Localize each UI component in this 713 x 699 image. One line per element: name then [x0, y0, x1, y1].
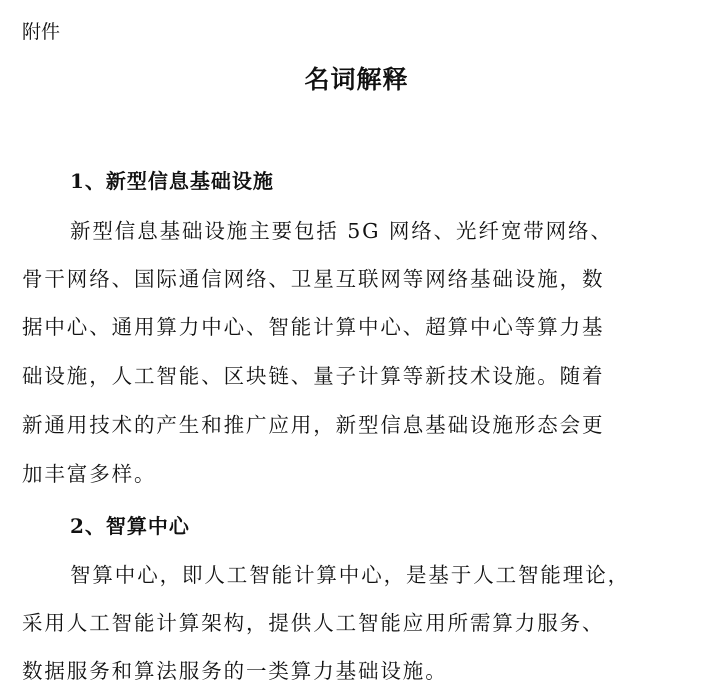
- section-1-line-1: 新型信息基础设施主要包括 5G 网络、光纤宽带网络、: [70, 219, 613, 243]
- section-1-line-6: 加丰富多样。: [22, 462, 157, 486]
- section-1-line-5: 新通用技术的产生和推广应用，新型信息基础设施形态会更: [22, 413, 605, 437]
- section-2-line-1: 智算中心，即人工智能计算中心，是基于人工智能理论，: [70, 563, 630, 587]
- section-heading-1: 1、新型信息基础设施: [70, 169, 274, 193]
- section-1-line-2: 骨干网络、国际通信网络、卫星互联网等网络基础设施，数: [22, 267, 605, 291]
- attachment-label: 附件: [22, 21, 61, 43]
- section-1-line-3: 据中心、通用算力中心、智能计算中心、超算中心等算力基: [22, 315, 605, 339]
- document-title: 名词解释: [304, 65, 409, 94]
- section-2-line-2: 采用人工智能计算架构，提供人工智能应用所需算力服务、: [22, 611, 605, 635]
- section-2-line-3: 数据服务和算法服务的一类算力基础设施。: [22, 659, 448, 683]
- section-heading-2: 2、智算中心: [70, 514, 190, 538]
- section-1-line-4: 础设施，人工智能、区块链、量子计算等新技术设施。随着: [22, 364, 605, 388]
